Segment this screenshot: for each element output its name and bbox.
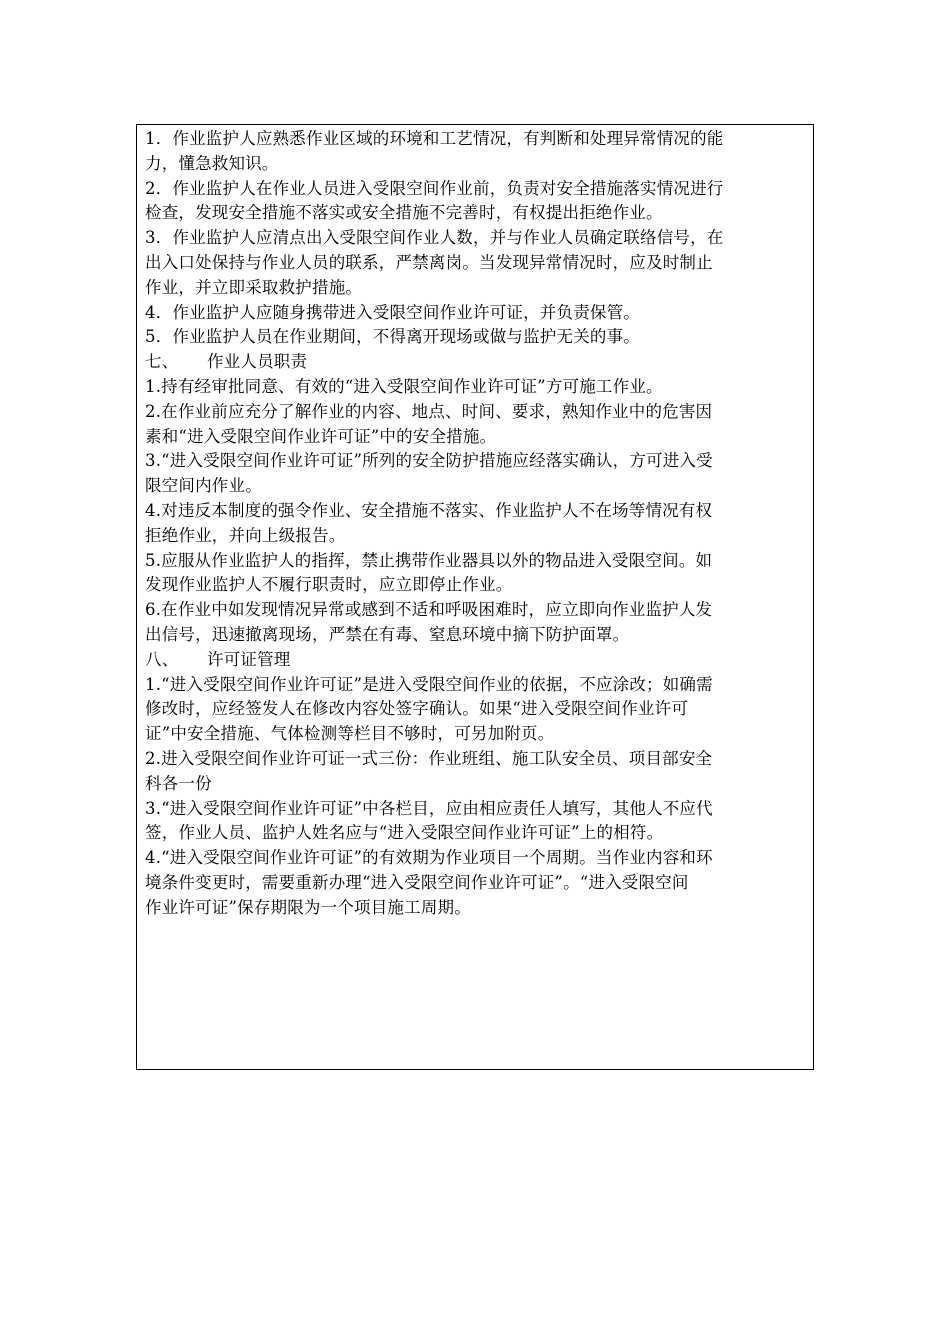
monitor-duty-line: 3．作业监护人应清点出入受限空间作业人数，并与作业人员确定联络信号，在	[145, 228, 724, 248]
section-title: 作业人员职责	[207, 352, 308, 372]
monitor-duty-line: 1．作业监护人应熟悉作业区域的环境和工艺情况，有判断和处理异常情况的能	[145, 129, 724, 148]
monitor-duty-line: 力，懂急救知识。	[145, 153, 279, 173]
worker-duty-line: 4.对违反本制度的强令作业、安全措施不落实、作业监护人不在场等情况有权	[145, 500, 713, 520]
worker-duty-line: 拒绝作业，并向上级报告。	[145, 525, 346, 545]
worker-duty-line: 2.在作业前应充分了解作业的内容、地点、时间、要求，熟知作业中的危害因	[145, 401, 713, 421]
worker-duty-line: 限空间内作业。	[145, 476, 262, 496]
permit-rule-line: 3.“进入受限空间作业许可证”中各栏目，应由相应责任人填写，其他人不应代	[145, 798, 713, 818]
section-heading-8	[145, 648, 805, 673]
worker-duty-line: 3.“进入受限空间作业许可证”所列的安全防护措施应经落实确认，方可进入受	[145, 451, 713, 471]
worker-duty-line: 出信号，迅速撤离现场，严禁在有毒、窒息环境中摘下防护面罩。	[145, 624, 630, 644]
document-table-cell	[136, 124, 814, 1070]
section-title: 许可证管理	[207, 649, 291, 669]
section-heading-7	[145, 350, 805, 375]
permit-rule-line: 2.进入受限空间作业许可证一式三份：作业班组、施工队安全员、项目部安全	[145, 748, 713, 768]
worker-duty-line: 素和“进入受限空间作业许可证”中的安全措施。	[145, 426, 497, 446]
worker-duty-line: 发现作业监护人不履行职责时，应立即停止作业。	[145, 575, 513, 595]
section-number: 八、	[145, 649, 179, 669]
permit-rule-line: 作业许可证”保存期限为一个项目施工周期。	[145, 897, 471, 917]
worker-duty-line: 5.应服从作业监护人的指挥，禁止携带作业器具以外的物品进入受限空间。如	[145, 550, 713, 570]
worker-duty-line: 6.在作业中如发现情况异常或感到不适和呼吸困难时，应立即向作业监护人发	[145, 600, 713, 620]
permit-rule-line: 1.“进入受限空间作业许可证”是进入受限空间作业的依据，不应涂改；如确需	[145, 674, 713, 694]
worker-duty-line: 1.持有经审批同意、有效的“进入受限空间作业许可证”方可施工作业。	[145, 376, 663, 396]
permit-rule-line: 修改时，应经签发人在修改内容处签字确认。如果“进入受限空间作业许可	[145, 699, 689, 719]
monitor-duty-line: 检查，发现安全措施不落实或安全措施不完善时，有权提出拒绝作业。	[145, 203, 663, 223]
monitor-duty-line: 2．作业监护人在作业人员进入受限空间作业前，负责对安全措施落实情况进行	[145, 178, 724, 198]
permit-rule-line: 签，作业人员、监护人姓名应与“进入受限空间作业许可证”上的相符。	[145, 823, 664, 843]
permit-rule-line: 证”中安全措施、气体检测等栏目不够时，可另加附页。	[145, 724, 555, 744]
monitor-duty-line: 4．作业监护人应随身携带进入受限空间作业许可证，并负责保管。	[145, 302, 640, 322]
section-number: 七、	[145, 352, 179, 372]
permit-rule-line: 境条件变更时，需要重新办理“进入受限空间作业许可证”。“进入受限空间	[145, 872, 689, 892]
monitor-duty-line: 出入口处保持与作业人员的联系，严禁离岗。当发现异常情况时，应及时制止	[145, 252, 713, 272]
permit-rule-line: 科各一份	[145, 773, 212, 793]
monitor-duty-line: 5．作业监护人员在作业期间，不得离开现场或做与监护无关的事。	[145, 327, 640, 347]
permit-rule-line: 4.“进入受限空间作业许可证”的有效期为作业项目一个周期。当作业内容和环	[145, 848, 713, 868]
monitor-duty-line: 作业，并立即采取救护措施。	[145, 277, 363, 297]
